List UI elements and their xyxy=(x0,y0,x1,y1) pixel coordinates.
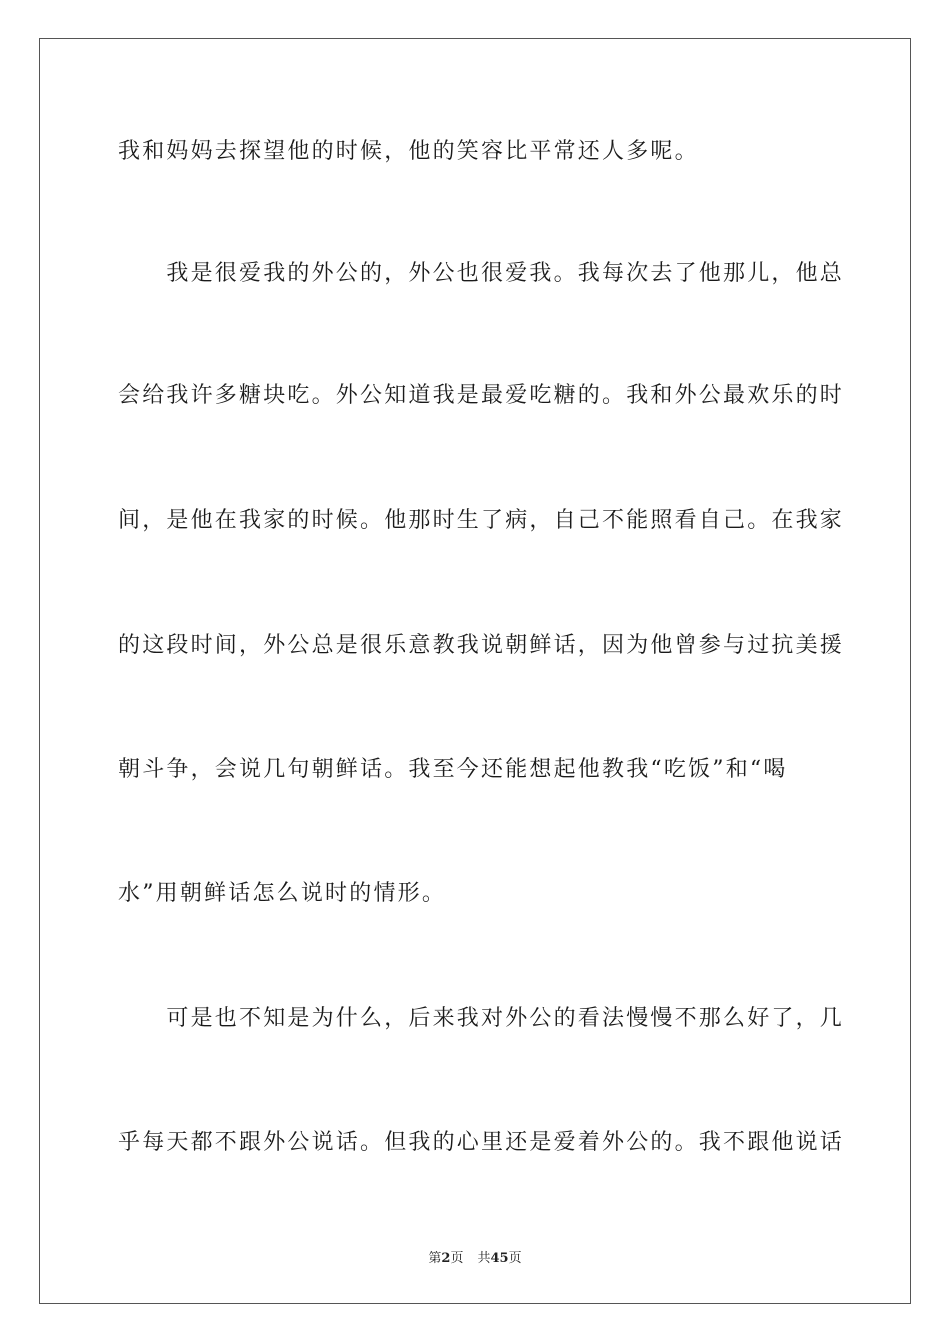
text-line: 的这段时间，外公总是很乐意教我说朝鲜话，因为他曾参与过抗美援 xyxy=(118,633,845,658)
page-prefix: 第 xyxy=(428,1251,442,1266)
text-line: 我和妈妈去探望他的时候，他的笑容比平常还人多呢。 xyxy=(118,139,699,164)
total-prefix: 共 xyxy=(477,1251,491,1266)
total-pages: 45 xyxy=(490,1251,509,1266)
text-line: 会给我许多糖块吃。外公知道我是最爱吃糖的。我和外公最欢乐的时 xyxy=(118,383,845,408)
page-border xyxy=(39,38,911,1304)
text-line: 朝斗争，会说几句朝鲜话。我至今还能想起他教我“吃饭”和“喝 xyxy=(118,757,788,782)
text-line: 水”用朝鲜话怎么说时的情形。 xyxy=(118,881,447,906)
text-line: 可是也不知是为什么，后来我对外公的看法慢慢不那么好了，几 xyxy=(118,1006,845,1031)
text-line: 我是很爱我的外公的，外公也很爱我。我每次去了他那儿，他总 xyxy=(118,261,845,286)
text-line: 间，是他在我家的时候。他那时生了病，自己不能照看自己。在我家 xyxy=(118,508,845,533)
total-suffix: 页 xyxy=(508,1251,522,1266)
page-footer xyxy=(0,1247,950,1266)
page-suffix: 页 xyxy=(450,1251,464,1266)
text-line: 乎每天都不跟外公说话。但我的心里还是爱着外公的。我不跟他说话 xyxy=(118,1130,845,1155)
page-number: 2 xyxy=(441,1251,451,1266)
